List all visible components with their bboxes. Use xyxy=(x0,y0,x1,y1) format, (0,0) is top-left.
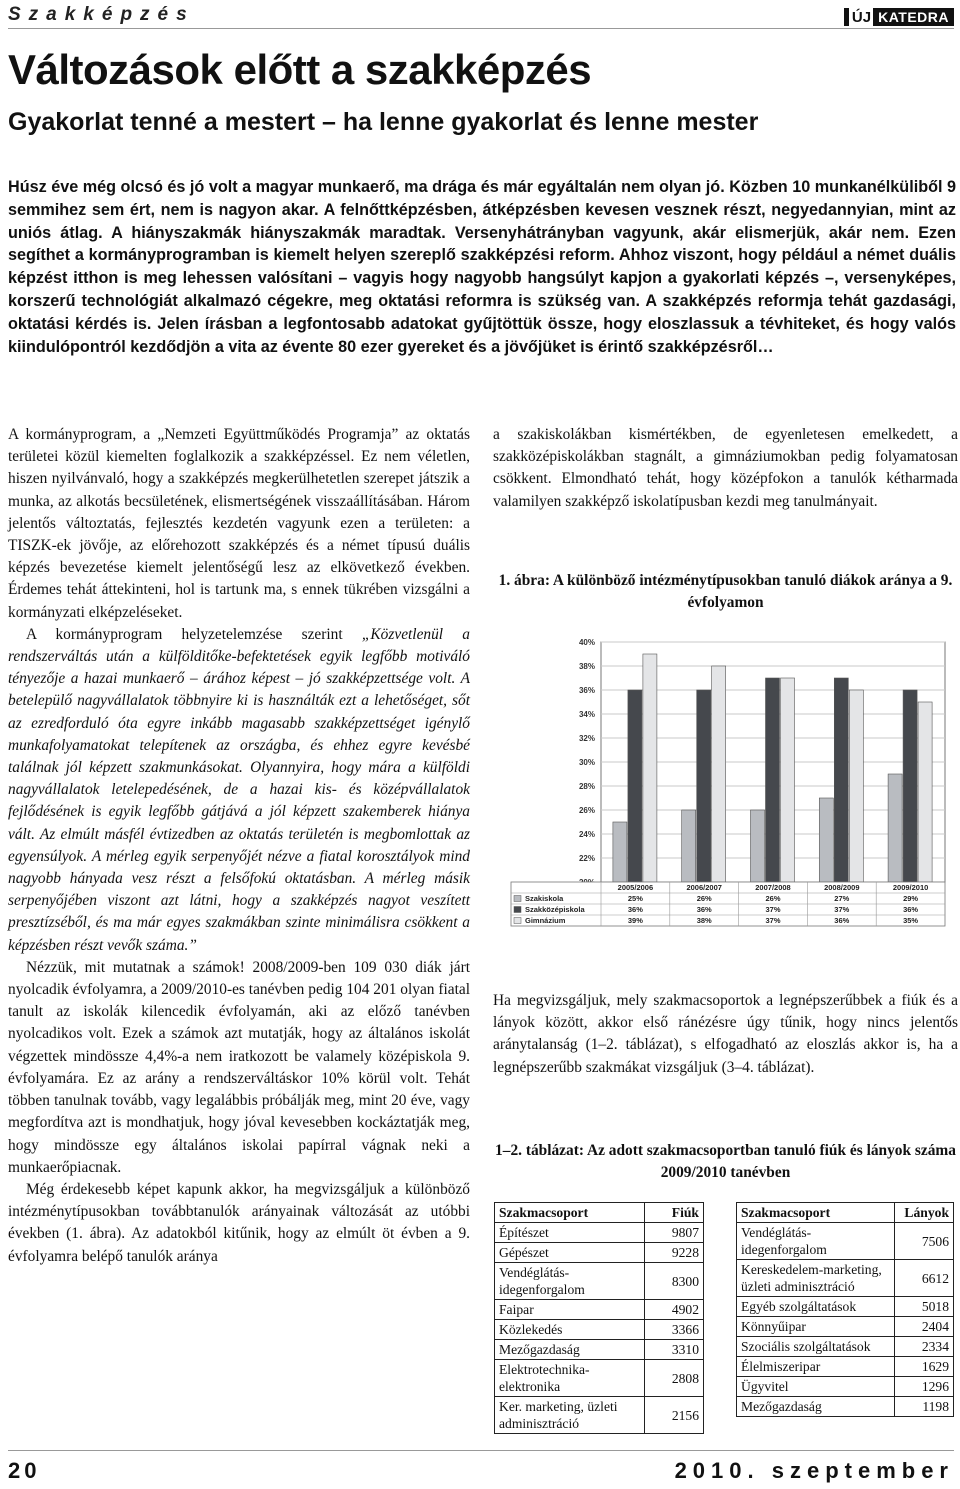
article-title: Változások előtt a szakképzés xyxy=(8,46,592,93)
table-cell: 3310 xyxy=(645,1340,704,1360)
table-cell: Építészet xyxy=(495,1223,645,1243)
table-cell: Faipar xyxy=(495,1300,645,1320)
y-tick-label: 38% xyxy=(578,662,595,671)
table-cell: 5018 xyxy=(895,1297,954,1317)
table-cell: 2156 xyxy=(645,1397,704,1434)
bar-szakközépiskola xyxy=(697,690,711,882)
x-category-label: 2008/2009 xyxy=(824,883,860,892)
table-cell: 1296 xyxy=(895,1377,954,1397)
data-label: 29% xyxy=(903,894,919,903)
table-cell: 2404 xyxy=(895,1317,954,1337)
table-cell: 7506 xyxy=(895,1223,954,1260)
tables-caption: 1–2. táblázat: Az adott szakmacsoportban tanuló fiúk és lányok száma 2009/2010 tanévben xyxy=(495,1142,956,1181)
data-label: 36% xyxy=(696,905,712,914)
bar-szakiskola xyxy=(751,810,765,882)
table-cell: Ker. marketing, üzleti adminisztráció xyxy=(495,1397,645,1434)
legend-label: Szakiskola xyxy=(525,894,564,903)
legend-label: Gimnázium xyxy=(525,916,566,925)
table-row xyxy=(495,1243,704,1263)
paragraph-3: Nézzük, mit mutatnak a számok! 2008/2009-ben 109 030 diák járt nyolcadik évfolyamra, a 2009/2010-es tanévben pedig 104 201 olyan fiatal tanult az iskolák kilencedik évfolyamán, aki az előző tanévben nyolcadikos volt. Ezek a számok azt mutatják, hogy az általános iskolát végzettek mindössze 4,4%-a nem iratkozott be valamely középiskola 9. évfolyamára. Ez az arány a rendszerváltáskor 10% körül volt. Tehát többen tanulnak tovább, vagy legalábbis próbálják meg, mint 20 éve, vagy megfordítva azt is mondhatjuk, hogy jóval kevesebben kockáztatják meg, hogy mindössze egy általános iskolai papírral vágnak neki a munkaerőpiacnak. xyxy=(8,958,470,1176)
table-row xyxy=(737,1317,954,1337)
table-cell: Gépészet xyxy=(495,1243,645,1263)
y-tick-label: 30% xyxy=(578,758,595,767)
y-tick-label: 36% xyxy=(578,686,595,695)
bar-szakiskola xyxy=(613,822,627,882)
table-row xyxy=(495,1223,704,1243)
table-cell: 8300 xyxy=(645,1263,704,1300)
table-row xyxy=(737,1337,954,1357)
bar-szakközépiskola xyxy=(628,690,642,882)
legend-swatch xyxy=(514,907,521,913)
table-cell: Egyéb szolgáltatások xyxy=(737,1297,895,1317)
paragraph-1: A kormányprogram, a „Nemzeti Együttműködés Programja” az oktatás területei közül kiemelten foglalkozik a szakképzéssel. Ez nem véletlen, hiszen nyilvánvaló, hogy a szakképzés megkerülhetetlen szerepet játszik a munka, az alkotás becsületének, elismertségének visszaállításában. Három jelentős változtatás, fejlesztés kezdetén vagyunk ezen a területen: a TISZK-ek jövője, az előrehozott szakképzés és a német típusú duális képzés bevezetése kiemelt jelentőségű lesz az elkövetkező években. Érdemes tehát áttekinteni, hol is tartunk ma, s ennek tükrében vizsgálni a kormányzati elképzeléseket. xyxy=(8,426,470,621)
table-cell: Szociális szolgáltatások xyxy=(737,1337,895,1357)
table-row xyxy=(737,1397,954,1417)
table-cell: 4902 xyxy=(645,1300,704,1320)
logo-name: KATEDRA xyxy=(873,8,954,26)
paragraph-5: a szakiskolákban kismértékben, de egyenletesen emelkedett, a szakközépiskolákban stagnált, a gimnáziumokban pedig folyamatosan csökkent. Elmondható tehát, hogy középfokon a tanulók kétharmada valamilyen szakképző iskolatípusban kezdi meg tanulmányait. xyxy=(493,426,958,510)
bar-szakközépiskola xyxy=(903,690,917,882)
table-cell: Vendéglátás-idegenforgalom xyxy=(737,1223,895,1260)
paragraph-2 xyxy=(8,624,470,957)
table-row xyxy=(495,1397,704,1434)
institution-ratio-chart xyxy=(505,634,949,954)
bar-gimnázium xyxy=(781,678,795,882)
magazine-logo xyxy=(844,8,954,26)
table-cell: 9228 xyxy=(645,1243,704,1263)
table-header: Szakmacsoport xyxy=(495,1203,645,1223)
bar-gimnázium xyxy=(643,654,657,882)
data-label: 37% xyxy=(765,905,781,914)
data-label: 36% xyxy=(627,905,643,914)
footer-divider xyxy=(8,1450,954,1451)
bar-gimnázium xyxy=(918,702,932,882)
y-tick-label: 22% xyxy=(578,854,595,863)
data-label: 35% xyxy=(903,916,919,925)
table-cell: Közlekedés xyxy=(495,1320,645,1340)
bar-szakiskola xyxy=(819,798,833,882)
header-divider xyxy=(8,28,954,29)
legend-swatch xyxy=(514,896,521,902)
table-cell: Könnyűipar xyxy=(737,1317,895,1337)
table-header: Lányok xyxy=(895,1203,954,1223)
legend-swatch xyxy=(514,918,521,924)
right-column-top xyxy=(493,424,958,513)
y-tick-label: 24% xyxy=(578,830,595,839)
page-number: 20 xyxy=(8,1458,41,1483)
data-label: 25% xyxy=(627,894,643,903)
data-label: 26% xyxy=(696,894,712,903)
x-category-label: 2009/2010 xyxy=(892,883,929,892)
x-category-label: 2007/2008 xyxy=(755,883,791,892)
table-row xyxy=(495,1263,704,1300)
table-cell: 1629 xyxy=(895,1357,954,1377)
table-cell: 2808 xyxy=(645,1360,704,1397)
table-row xyxy=(737,1297,954,1317)
table-cell: Ügyvitel xyxy=(737,1377,895,1397)
y-tick-label: 26% xyxy=(578,806,595,815)
table-row xyxy=(737,1357,954,1377)
table-cell: Elektrotechnika-elektronika xyxy=(495,1360,645,1397)
table-header: Szakmacsoport xyxy=(737,1203,895,1223)
table-cell: 9807 xyxy=(645,1223,704,1243)
section-label: Szakképzés xyxy=(8,4,195,25)
y-tick-label: 34% xyxy=(578,710,595,719)
table-header: Fiúk xyxy=(645,1203,704,1223)
table-row xyxy=(737,1377,954,1397)
logo-prefix: ÚJ xyxy=(851,8,872,26)
bar-szakközépiskola xyxy=(834,678,848,882)
data-label: 39% xyxy=(627,916,643,925)
right-column-middle xyxy=(493,990,958,1079)
bar-szakiskola xyxy=(888,774,902,882)
data-label: 37% xyxy=(765,916,781,925)
table-row xyxy=(737,1223,954,1260)
data-label: 37% xyxy=(834,905,850,914)
bar-szakközépiskola xyxy=(766,678,780,882)
x-category-label: 2005/2006 xyxy=(617,883,654,892)
article-lead: Húsz éve még olcsó és jó volt a magyar munkaerő, ma drága és már egyáltalán nem olyan jó. Közben 10 munkanélküliből 9 semmihez sem ért, nem is nagyon akar. A felnőttképzésben, átképzésben kevesen vesznek részt, negyedannyian, mint az uniós átlag. A hiányszakmák hiányszakmák maradtak. Versenyhátrányban vagyunk, akár elismerjük, akár nem. Ezen segíthet a kormányprogramban is kiemelt helyen szereplő szakképzési reform. Ahhoz viszont, hogy például a német duális képzést itthon is meg lehessen valósítani – vagyis hogy nagyobb hangsúlyt kapjon a gyakorlati képzés –, versenyképes, korszerű technológiát alkalmazó cégekre, meg oktatási reformra is szükség van. A szakképzés reformja tehát gazdasági, oktatási kérdés is. Jelen írásban a legfontosabb adatokat gyűjtöttük össze, hogy eloszlassuk a tévhiteket, és hogy valós kiindulópontról kezdődjön a vita az évente 80 ezer gyereket és a jövőjüket is érintő szakképzésről… xyxy=(8,178,956,356)
y-tick-label: 28% xyxy=(578,782,595,791)
table-row xyxy=(495,1300,704,1320)
paragraph-6: Ha megvizsgáljuk, mely szakmacsoportok a legnépszerűbbek a fiúk és a lányok között, akkor első ránézésre úgy tűnik, hogy nincs jelentős aránytalanság (1–2. táblázat), s elfogadható az eloszlás akkor is, ha a legnépszerűbb szakmákat vizsgáljuk (3–4. táblázat). xyxy=(493,992,958,1076)
paragraph-2-intro: A kormányprogram helyzetelemzése szerint xyxy=(26,625,362,643)
data-label: 36% xyxy=(834,916,850,925)
figure-caption: 1. ábra: A különböző intézménytípusokban tanuló diákok aránya a 9. évfolyamon xyxy=(498,572,953,611)
table-cell: Mezőgazdaság xyxy=(737,1397,895,1417)
table-row xyxy=(495,1360,704,1397)
table-row xyxy=(495,1320,704,1340)
y-tick-label: 40% xyxy=(578,638,595,647)
table-cell: 6612 xyxy=(895,1260,954,1297)
data-label: 26% xyxy=(765,894,781,903)
table-row xyxy=(737,1260,954,1297)
government-program-quote: „Közvetlenül a rendszerváltás után a külfölditőke-befektetések egyik legfőbb motiváló tényezője a hazai munkaerő – árához képest – jó szakképzettsége volt. A betelepülő nagyvállalatok többnyire ki is használták ezt a lehetőséget, sőt az ezredforduló óta egyre inkább magasabb szakképzettséget igénylő munkafolyamatokat telepítenek az országba, és ehhez egyre kevésbé találnak jól képzett szakmunkásokat. Olyannyira, hogy mára a külföldi nagyvállalatok letelepedésének, de a hazai kis- és középvállalatok fejlődésének is egyik legfőbb gátjává a jól képzett szakemberek hiánya vált. Az elmúlt másfél évtizedben az oktatás területén is megbomlottak az egyensúlyok. A mérleg egyik serpenyőjét nézve a fiatal korosztályok mind nagyobb hányada vesz részt a felsőfokú oktatásban. A mérleg másik serpenyőjében viszont azt látni, hogy a szakképzés nagyot veszített presztízséből, és ma már egyes szakmákban szinte minimálisra csökkent a képzésben részt vevők száma.” xyxy=(8,625,470,954)
table-cell: Kereskedelem-marketing, üzleti adminisztráció xyxy=(737,1260,895,1297)
data-label: 36% xyxy=(903,905,919,914)
paragraph-4: Még érdekesebb képet kapunk akkor, ha megvizsgáljuk a különböző intézménytípusokban továbbtanulók arányainak változását az utóbbi években (1. ábra). Az adatokból kitűnik, hogy az elmúlt öt évben a 9. évfolyamra belépő tanulók aránya xyxy=(8,1180,470,1265)
bar-gimnázium xyxy=(849,690,863,882)
x-category-label: 2006/2007 xyxy=(686,883,722,892)
table-cell: 1198 xyxy=(895,1397,954,1417)
y-tick-label: 32% xyxy=(578,734,595,743)
table-cell: Mezőgazdaság xyxy=(495,1340,645,1360)
issue-date: 2010. szeptember xyxy=(674,1458,954,1483)
table-cell: 3366 xyxy=(645,1320,704,1340)
left-column xyxy=(8,424,470,1268)
boys-table xyxy=(494,1202,704,1434)
bar-gimnázium xyxy=(712,666,726,882)
table-cell: 2334 xyxy=(895,1337,954,1357)
article-subtitle: Gyakorlat tenné a mestert – ha lenne gyakorlat és lenne mester xyxy=(8,108,759,136)
data-label: 38% xyxy=(696,916,712,925)
table-cell: Élelmiszeripar xyxy=(737,1357,895,1377)
bar-szakiskola xyxy=(682,810,696,882)
table-row xyxy=(495,1340,704,1360)
table-cell: Vendéglátás-idegenforgalom xyxy=(495,1263,645,1300)
data-label: 27% xyxy=(834,894,850,903)
girls-table xyxy=(736,1202,954,1417)
legend-label: Szakközépiskola xyxy=(525,905,585,914)
logo-bar-icon xyxy=(844,8,849,26)
